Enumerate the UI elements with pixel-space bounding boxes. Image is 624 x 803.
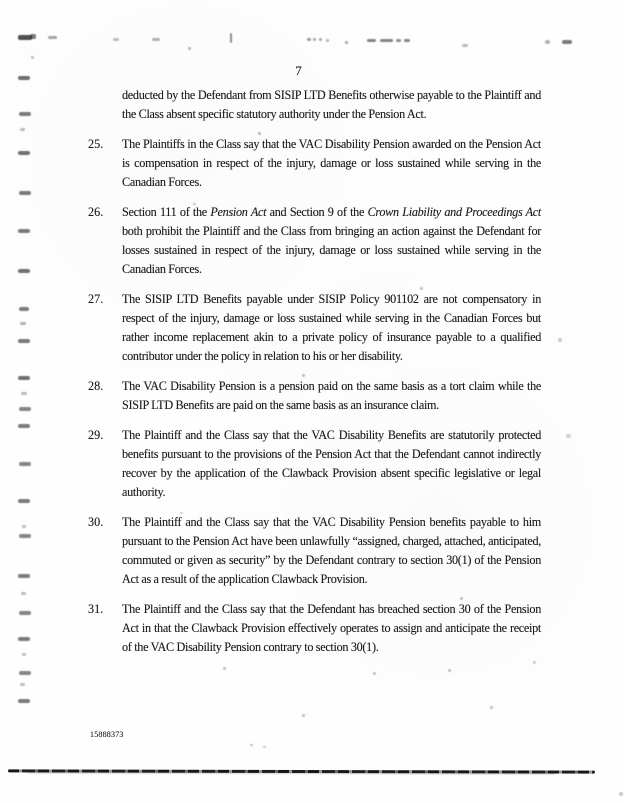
scan-artifact [18,699,30,703]
scan-artifact [250,744,253,746]
scan-artifact [18,499,30,503]
paragraph-text: The VAC Disability Pension is a pension paid on the same basis as a tort claim while the SISIP LTD Benefits are paid on the same basis as an insurance claim. [122,379,541,412]
scan-artifact [18,574,30,578]
scan-artifact [373,672,376,675]
scan-artifact [396,39,401,42]
scan-artifact [21,392,27,395]
scan-artifact [302,374,305,377]
scan-artifact [420,287,423,290]
scan-artifact [223,667,226,670]
scan-artifact [490,706,493,709]
scan-artifact [19,191,31,195]
scan-artifact [307,38,311,41]
scan-artifact [345,41,348,44]
scan-artifact [18,424,30,428]
scan-artifact [19,462,31,466]
page-number: 7 [295,63,302,78]
scan-artifact [22,525,26,528]
scan-artifact [562,40,572,44]
scan-artifact [19,112,31,116]
paragraph-29 [88,426,541,502]
scan-artifact [20,322,26,325]
paragraph-continuation [122,86,541,124]
paragraph-27 [88,290,541,366]
scan-artifact [460,597,463,600]
scan-artifact [18,339,30,343]
paragraph-number: 30. [88,515,104,529]
page-bottom-edge [8,769,595,773]
scan-artifact [19,407,31,411]
paragraph-number: 25. [88,137,104,151]
scan-artifact [18,151,30,155]
scan-artifact [19,534,31,538]
scan-artifact [258,132,261,135]
paragraph-number: 31. [88,602,104,616]
paragraph-25 [88,135,541,192]
scan-artifact [20,683,25,686]
scan-artifact [545,40,550,44]
scan-artifact [313,38,316,41]
paragraph-26 [88,203,541,279]
paragraph-text: deducted by the Defendant from SISIP LTD Benefits otherwise payable to the Plaintiff and the Class absent specific statutory authority under the Pension Act. [122,88,541,121]
scan-artifact [619,792,623,796]
scan-artifact [319,38,322,41]
scan-artifact [533,661,536,664]
paragraph-text: Section 111 of the Pension Act and Section 9 of the Crown Liability and Proceedings Act both prohibit the Plaintiff and the Class from bringing an action against the Defendant for losses sustained in respect of the injury, damage or loss sustained while serving in the Canadian Forces. [122,205,541,276]
document-id-stamp: 15888373 [90,730,124,739]
scan-artifact [113,38,119,41]
paragraph-31 [88,600,541,657]
scan-artifact [18,637,30,641]
scan-artifact [21,592,26,595]
scan-artifact [31,56,34,59]
scan-artifact [462,44,468,47]
paragraph-number: 26. [88,205,104,219]
scan-artifact [18,229,30,233]
scan-artifact [193,203,196,205]
scan-artifact [326,39,329,42]
paragraph-number: 28. [88,379,104,393]
document-body [88,86,541,668]
scan-artifact [230,33,232,43]
scan-artifact [263,746,266,748]
scan-artifact [18,269,30,273]
scan-artifact [380,39,393,42]
scan-artifact [152,38,160,41]
paragraph-number: 27. [88,292,104,306]
paragraph-text: The Plaintiff and the Class say that the VAC Disability Pension benefits payable to him pursuant to the Pension Act have been unlawfully “assigned, charged, attached, anticipated, commuted or given as security” by the Defendant contrary to section 30(1) of the Pension Act as a result of the application Clawback Provision. [122,515,541,586]
scan-artifact [302,714,305,717]
scan-artifact [19,307,29,311]
paragraph-30 [88,513,541,589]
scan-artifact [404,39,410,42]
paragraph-28 [88,377,541,415]
paragraph-text: The Plaintiff and the Class say that the VAC Disability Benefits are statutorily protected benefits pursuant to the provisions of the Pension Act that the Defendant cannot indirectly recover by the application of the Clawback Provision absent specific legislative or legal authority. [122,428,541,499]
scan-artifact [566,434,571,438]
scan-artifact [180,512,183,514]
scan-artifact [188,47,191,50]
scan-artifact [30,34,36,39]
scan-artifact [448,669,451,672]
scan-artifact [18,376,30,380]
paragraph-text: The SISIP LTD Benefits payable under SISIP Policy 901102 are not compensatory in respect of the injury, damage or loss sustained while serving in the Canadian Forces but rather income replacement akin to a private policy of insurance payable to a qualified contributor under the policy in relation to his or her disability. [122,292,541,363]
scan-artifact [19,671,31,675]
paragraph-number: 29. [88,428,104,442]
scan-artifact [367,39,376,42]
paragraph-text: The Plaintiff and the Class say that the Defendant has breached section 30 of the Pension Act in that the Clawback Provision effectively operates to assign and anticipate the receipt of the VAC Disability Pension contrary to section 30(1). [122,602,541,654]
scan-artifact [18,76,30,80]
scan-artifact [558,338,562,342]
paragraph-text: The Plaintiffs in the Class say that the VAC Disability Pension awarded on the Pension Act is compensation in respect of the injury, damage or loss sustained while serving in the Canadian Forces. [122,137,541,189]
scan-artifact [19,611,31,615]
scan-artifact [22,653,26,656]
scan-artifact [48,36,57,39]
scan-artifact [20,128,25,131]
